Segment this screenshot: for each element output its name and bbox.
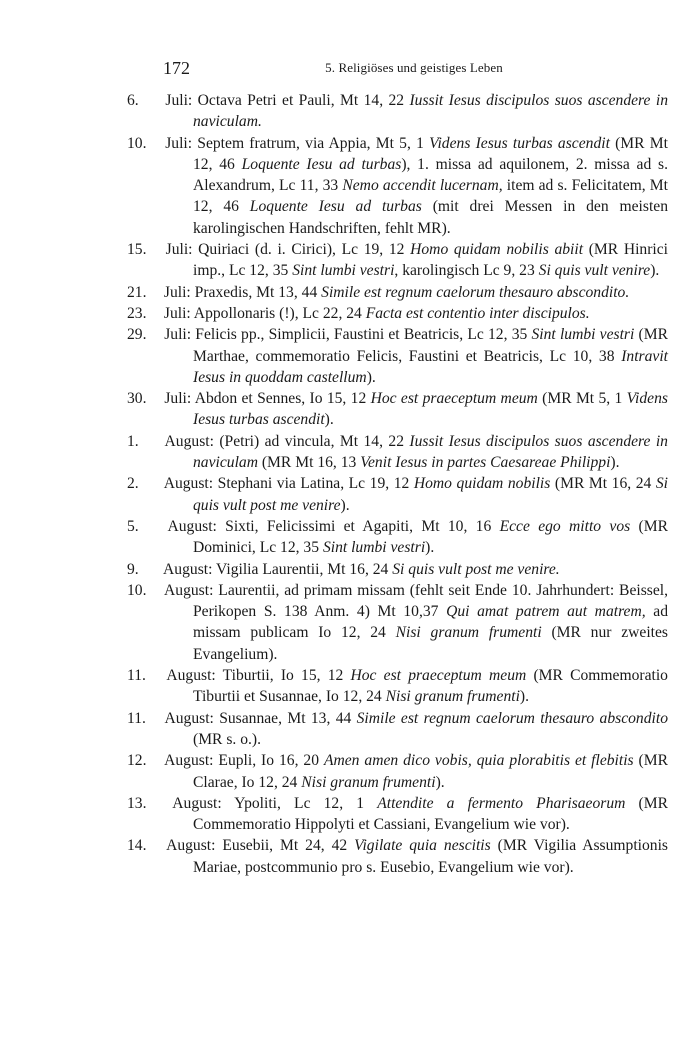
entry-text: Juli: Septem fratrum, via Appia, Mt 5, 1 xyxy=(165,134,430,152)
gospel-incipit: Hoc est praeceptum meum xyxy=(370,390,538,408)
gospel-incipit: Sint lumbi vestri xyxy=(292,262,395,280)
gospel-incipit: Videns Iesus turbas ascendit xyxy=(193,390,668,429)
entry-text: August: Susannae, Mt 13, 44 xyxy=(164,709,357,727)
gospel-incipit: Simile est regnum caelorum thesauro abscondito xyxy=(356,709,668,727)
calendar-entry: 13. August: Ypoliti, Lc 12, 1 Attendite a fermento Pharisaeorum (MR Commemoratio Hippolyti et Cassiani, Evangelium wie vor). xyxy=(127,794,669,834)
calendar-entry: 12. August: Eupli, Io 16, 20 Amen amen dico vobis, quia plorabitis et flebitis (MR Clarae, Io 12, 24 Nisi granum frumenti). xyxy=(127,752,669,791)
entry-text: ). xyxy=(519,688,529,706)
entry-text: ), 1. missa ad aquilonem, 2. missa ad s. Alexandrum, Lc 11, 33 xyxy=(193,155,668,195)
entry-text: August: Ypoliti, Lc 12, 1 xyxy=(172,794,378,812)
entry-text: ). xyxy=(425,539,435,557)
page-number: 172 xyxy=(163,58,190,78)
gospel-incipit: Simile est regnum caelorum thesauro abscondito. xyxy=(321,283,630,301)
entry-text: August: Eupli, Io 16, 20 xyxy=(164,752,324,770)
gospel-incipit: Vigilate quia nescitis xyxy=(354,837,491,855)
calendar-entry-list xyxy=(127,90,669,878)
gospel-incipit: Venit Iesus in partes Caesareae Philippi xyxy=(360,454,611,472)
entry-text: (MR s. o.). xyxy=(193,730,262,748)
entry-text: item ad s. Felicitatem, Mt 12, 46 xyxy=(193,177,668,216)
gospel-incipit: Amen amen dico vobis, quia plorabitis et flebitis xyxy=(323,752,634,770)
gospel-incipit: Nemo accendit lucernam, xyxy=(342,177,503,195)
gospel-incipit: Homo quidam nobilis xyxy=(413,475,551,493)
entry-text: ). xyxy=(610,454,620,472)
entry-text: ). xyxy=(340,496,350,514)
gospel-incipit: Nisi granum frumenti xyxy=(301,773,436,791)
entry-text: Juli: Octava Petri et Pauli, Mt 14, 22 xyxy=(165,92,410,109)
calendar-entry: 11. August: Susannae, Mt 13, 44 Simile est regnum caelorum thesauro abscondito (MR s. o.). xyxy=(127,709,668,748)
entry-text: (MR Commemoratio Tiburtii et Susannae, Io 12, 24 xyxy=(193,667,668,706)
entry-text: (MR Mt 5, 1 xyxy=(537,390,627,408)
entry-text: August: (Petri) ad vincula, Mt 14, 22 xyxy=(164,432,410,450)
entry-text: ). xyxy=(650,262,660,280)
entry-text: August: Eusebii, Mt 24, 42 xyxy=(166,837,355,855)
entry-text: ad missam publicam Io 12, 24 xyxy=(193,603,668,642)
entry-text: (MR Vigilia Assumptionis Mariae, postcommunio pro s. Eusebio, Evangelium wie vor). xyxy=(193,837,668,876)
entry-text: (MR Clarae, Io 12, 24 xyxy=(193,752,669,791)
calendar-entry: 11. August: Tiburtii, Io 15, 12 Hoc est praeceptum meum (MR Commemoratio Tiburtii et Susannae, Io 12, 24 Nisi granum frumenti). xyxy=(127,667,668,706)
entry-text: Juli: Quiriaci (d. i. Cirici), Lc 19, 12 xyxy=(165,241,411,259)
entry-text: (MR Mt 12, 46 xyxy=(193,134,668,173)
gospel-incipit: Ecce ego mitto vos xyxy=(499,517,631,535)
entry-text: (MR Marthae, commemoratio Felicis, Faustini et Beatricis, Lc 10, 38 xyxy=(193,326,668,365)
gospel-incipit: Hoc est praeceptum meum xyxy=(350,667,527,685)
entry-text: (MR nur zweites Evangelium). xyxy=(193,624,668,663)
calendar-entry: 10. Juli: Septem fratrum, via Appia, Mt 5, 1 Videns Iesus turbas ascendit (MR Mt 12, 46 Loquente Iesu ad turbas), 1. missa ad aquilonem, 2. missa ad s. Alexandrum, Lc 11, 33 Nemo accendit lucernam, item ad s. Felicitatem, Mt 12, 46 Loquente Iesu ad turbas (mit drei Messen in den meisten karolingischen Handschriften, fehlt MR). xyxy=(127,134,668,237)
gospel-incipit: Sint lumbi vestri xyxy=(322,539,426,557)
calendar-entry: 10. August: Laurentii, ad primam missam (fehlt seit Ende 10. Jahrhundert: Beissel, Perikopen S. 138 Anm. 4) Mt 10,37 Qui amat patrem aut matrem, ad missam publicam Io 12, 24 Nisi granum frumenti (MR nur zweites Evangelium). xyxy=(127,581,668,663)
entry-text: (MR Dominici, Lc 12, 35 xyxy=(193,517,669,557)
entry-text: Juli: Praxedis, Mt 13, 44 xyxy=(163,283,322,301)
calendar-entry: 29. Juli: Felicis pp., Simplicii, Faustini et Beatricis, Lc 12, 35 Sint lumbi vestri (MR Marthae, commemoratio Felicis, Faustini et Beatricis, Lc 10, 38 Intravit Iesus in quoddam castellum). xyxy=(127,326,668,386)
gospel-incipit: Iussit Iesus discipulos suos ascendere in naviculam xyxy=(193,432,668,472)
entry-text: Juli: Felicis pp., Simplicii, Faustini et Beatricis, Lc 12, 35 xyxy=(164,326,532,344)
gospel-incipit: Si quis vult post me venire xyxy=(193,475,668,514)
gospel-incipit: Facta est contentio inter discipulos. xyxy=(365,304,590,322)
entry-text: ). xyxy=(366,368,376,386)
gospel-incipit: Qui amat patrem aut matrem, xyxy=(446,603,646,621)
calendar-entry: 21. Juli: Praxedis, Mt 13, 44 Simile est regnum caelorum thesauro abscondito. xyxy=(127,283,630,301)
calendar-entry: 5. August: Sixti, Felicissimi et Agapiti, Mt 10, 16 Ecce ego mitto vos (MR Dominici, Lc 12, 35 Sint lumbi vestri). xyxy=(127,517,669,557)
entry-text: August: Tiburtii, Io 15, 12 xyxy=(166,667,351,685)
gospel-incipit: Intravit Iesus in quoddam castellum xyxy=(193,347,668,386)
gospel-incipit: Homo quidam nobilis abiit xyxy=(410,241,584,259)
gospel-incipit: Attendite a fermento Pharisaeorum xyxy=(377,794,626,812)
calendar-entry: 1. August: (Petri) ad vincula, Mt 14, 22 Iussit Iesus discipulos suos ascendere in naviculam (MR Mt 16, 13 Venit Iesus in partes Caesareae Philippi). xyxy=(127,432,668,472)
entry-text: (MR Mt 16, 24 xyxy=(550,475,656,493)
entry-text: Juli: Appollonaris (!), Lc 22, 24 xyxy=(163,304,366,322)
entry-text: August: Sixti, Felicissimi et Agapiti, Mt 10, 16 xyxy=(167,517,500,535)
entry-text: (mit drei Messen in den meisten karolingischen Handschriften, fehlt MR). xyxy=(193,198,668,237)
gospel-incipit: Loquente Iesu ad turbas xyxy=(249,198,422,216)
calendar-entry: 15. Juli: Quiriaci (d. i. Cirici), Lc 19, 12 Homo quidam nobilis abiit (MR Hinrici imp., Lc 12, 35 Sint lumbi vestri, karolingisch Lc 9, 23 Si quis vult venire). xyxy=(127,241,668,280)
calendar-entry: 14. August: Eusebii, Mt 24, 42 Vigilate quia nescitis (MR Vigilia Assumptionis Mariae, postcommunio pro s. Eusebio, Evangelium wie vor). xyxy=(127,837,668,876)
calendar-entry: 6. Juli: Octava Petri et Pauli, Mt 14, 22 Iussit Iesus discipulos suos ascendere in naviculam. xyxy=(127,92,668,131)
gospel-incipit: Videns Iesus turbas ascendit xyxy=(429,134,610,152)
gospel-incipit: Loquente Iesu ad turbas xyxy=(241,155,402,173)
entry-text: ). xyxy=(435,773,445,791)
gospel-incipit: Si quis vult venire xyxy=(538,262,651,280)
entry-text: , karolingisch Lc 9, 23 xyxy=(394,262,539,280)
calendar-entry: 2. August: Stephani via Latina, Lc 19, 12 Homo quidam nobilis (MR Mt 16, 24 Si quis vult post me venire). xyxy=(127,475,668,514)
entry-text: (MR Hinrici imp., Lc 12, 35 xyxy=(193,241,668,280)
page-header xyxy=(160,58,668,82)
entry-text: (MR Commemoratio Hippolyti et Cassiani, Evangelium wie vor). xyxy=(193,794,669,834)
entry-text: ). xyxy=(324,411,334,429)
gospel-incipit: Nisi granum frumenti xyxy=(385,688,520,706)
gospel-incipit: Sint lumbi vestri xyxy=(531,326,635,344)
entry-text: (MR Mt 16, 13 xyxy=(257,454,361,472)
calendar-entry: 9. August: Vigilia Laurentii, Mt 16, 24 Si quis vult post me venire. xyxy=(127,560,560,578)
entry-text: August: Vigilia Laurentii, Mt 16, 24 xyxy=(163,560,393,578)
entry-text: Juli: Abdon et Sennes, Io 15, 12 xyxy=(164,390,371,408)
gospel-incipit: Nisi granum frumenti xyxy=(395,624,542,642)
running-title: 5. Religiöses und geistiges Leben xyxy=(325,60,503,75)
calendar-entry: 30. Juli: Abdon et Sennes, Io 15, 12 Hoc est praeceptum meum (MR Mt 5, 1 Videns Iesus turbas ascendit). xyxy=(127,390,668,429)
entry-text: August: Laurentii, ad primam missam (fehlt seit Ende 10. Jahrhundert: Beissel, Perikopen S. 138 Anm. 4) Mt 10,37 xyxy=(164,581,668,621)
gospel-incipit: Iussit Iesus discipulos suos ascendere in naviculam. xyxy=(193,92,668,131)
calendar-entry: 23. Juli: Appollonaris (!), Lc 22, 24 Facta est contentio inter discipulos. xyxy=(127,304,590,322)
gospel-incipit: Si quis vult post me venire. xyxy=(392,560,560,578)
entry-text: August: Stephani via Latina, Lc 19, 12 xyxy=(163,475,414,493)
